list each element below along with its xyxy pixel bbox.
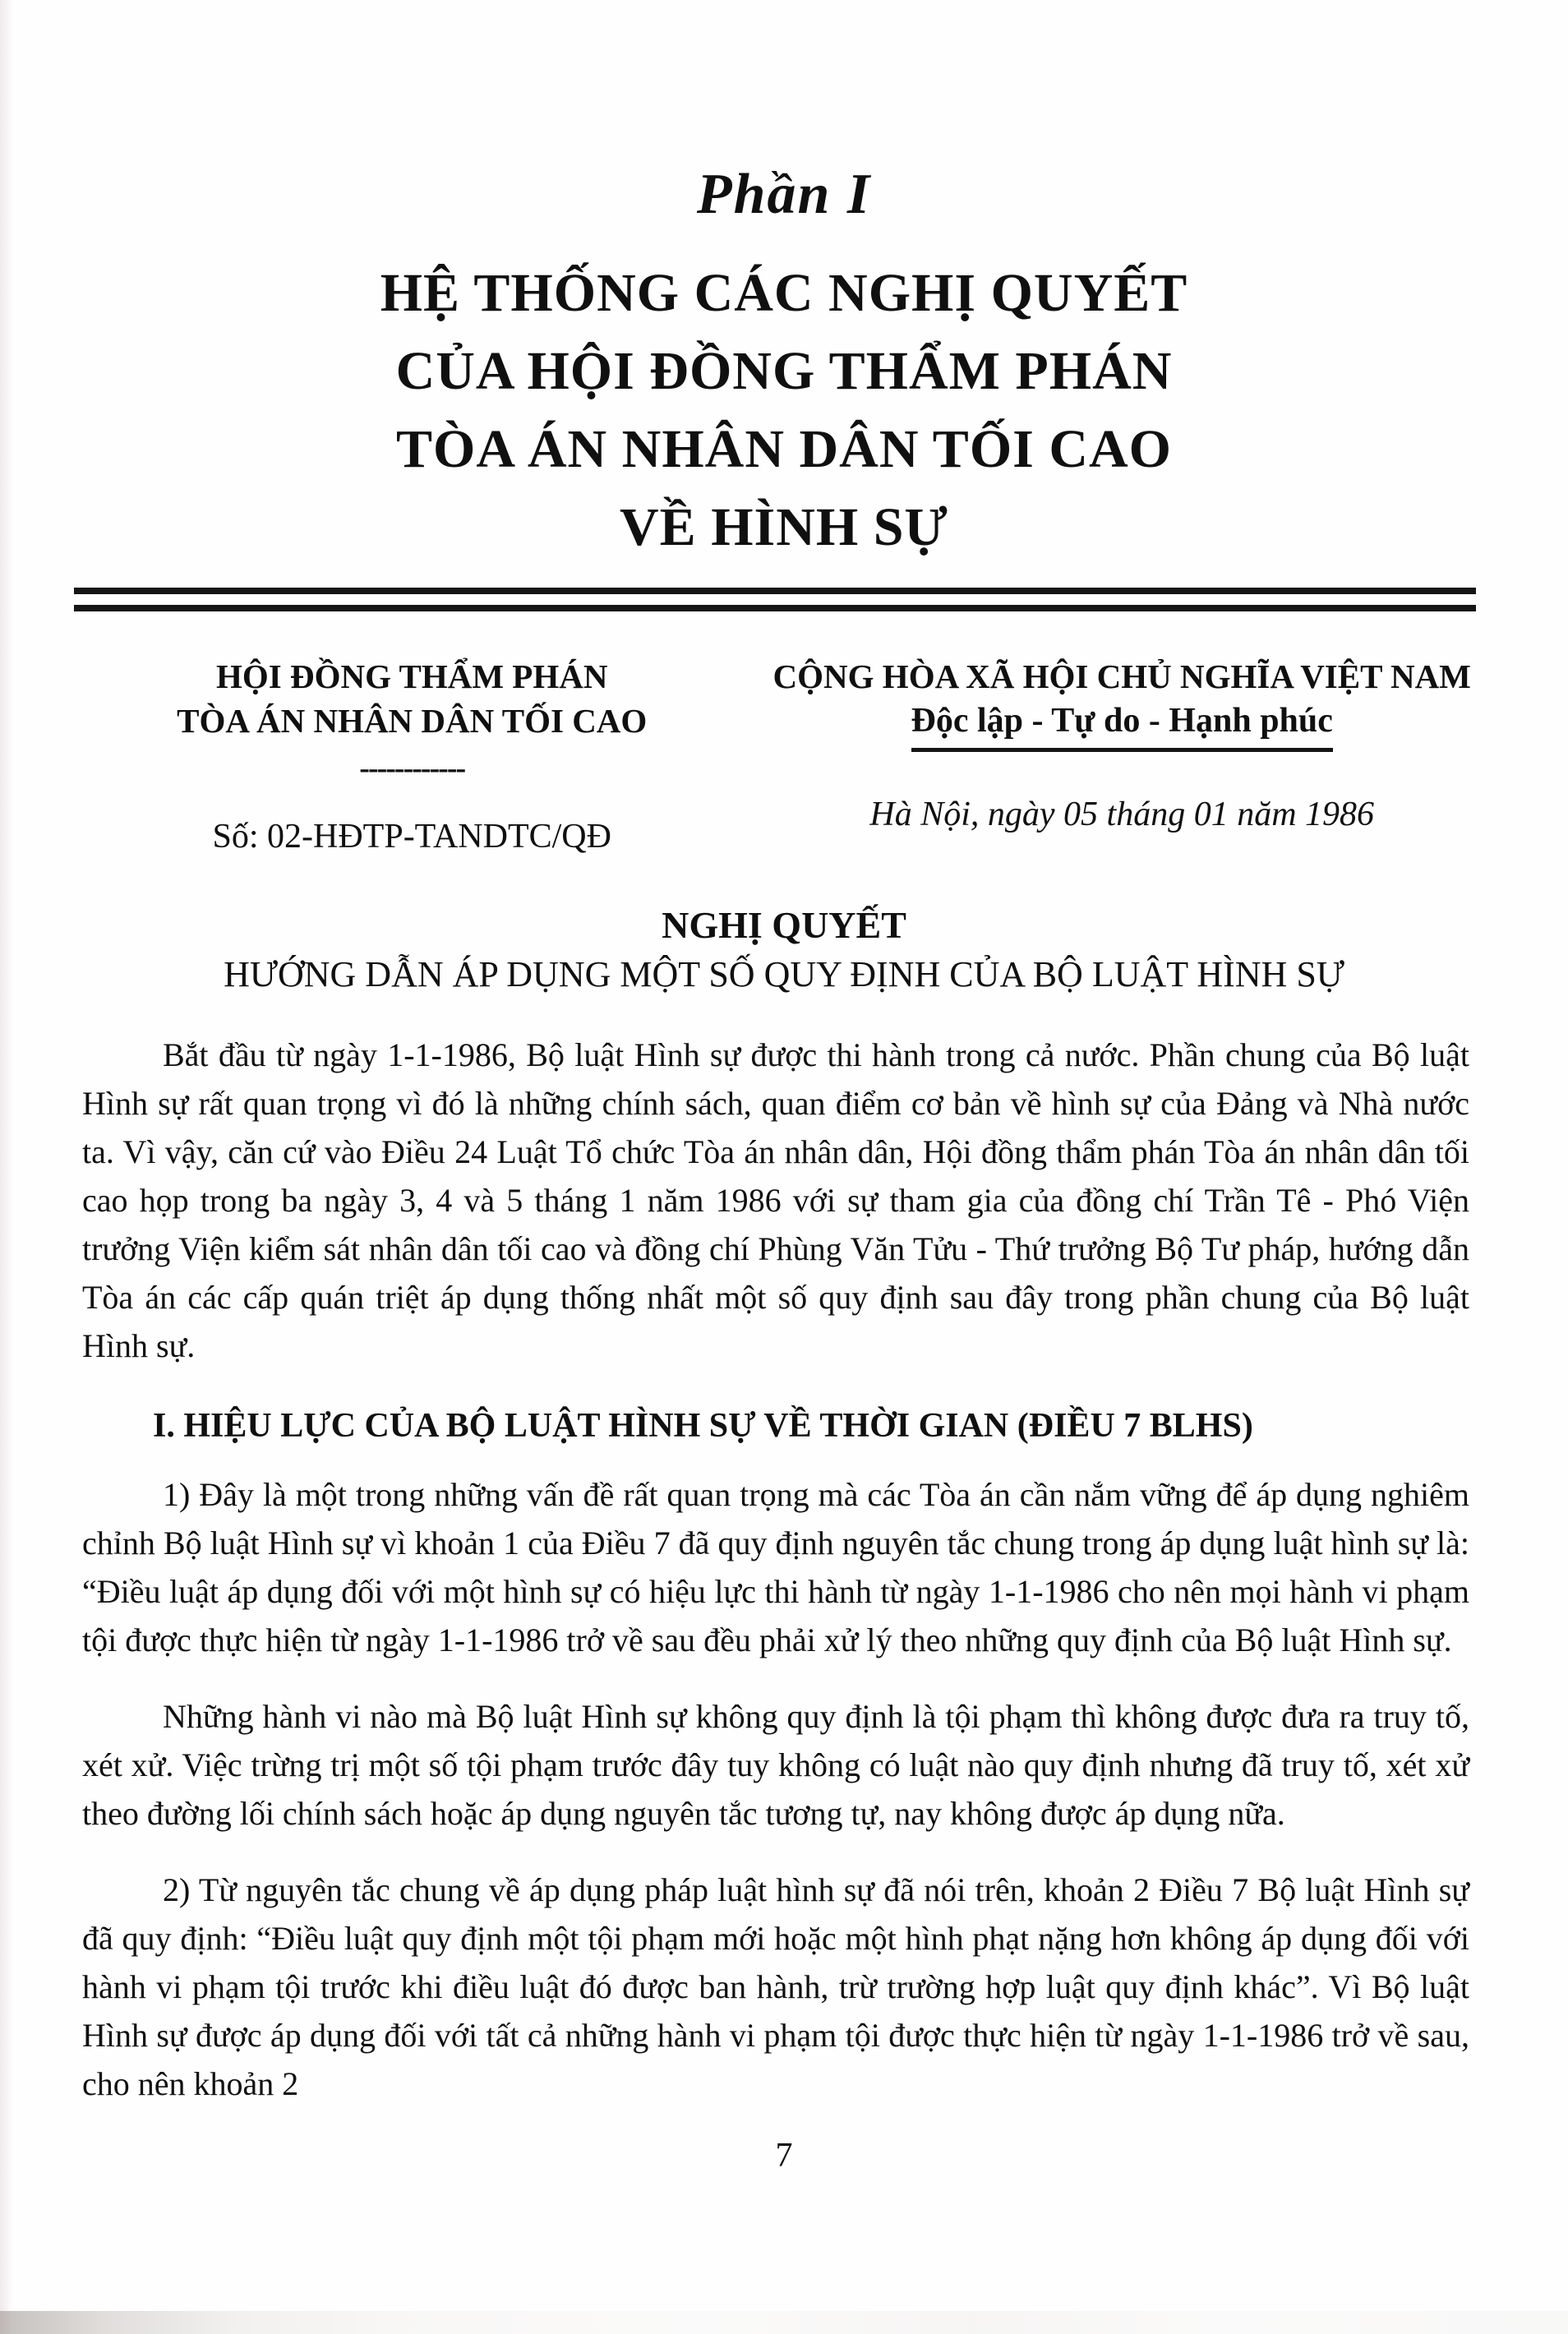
- letterhead: [74, 654, 1543, 856]
- section-1-paragraph-1: 1) Đây là một trong những vấn đề rất quan trọng mà các Tòa án cần nắm vững để áp dụng nghiêm chỉnh Bộ luật Hình sự vì khoản 1 của Điều 7 đã quy định nguyên tắc chung trong áp dụng luật hình sự là: “Điều luật áp dụng đối với một hình sự có hiệu lực thi hành từ ngày 1-1-1986 cho nên mọi hành vi phạm tội được thực hiện từ ngày 1-1-1986 trở về sau đều phải xử lý theo những quy định của Bộ luật Hình sự.: [82, 1476, 1469, 1658]
- section-1-paragraph-3: 2) Từ nguyên tắc chung về áp dụng pháp luật hình sự đã nói trên, khoản 2 Điều 7 Bộ luật Hình sự đã quy định: “Điều luật quy định một tội phạm mới hoặc một hình phạt nặng hơn không áp dụng đối với hành vi phạm tội trước khi điều luật đó được ban hành, trừ trường hợp luật quy định khác”. Vì Bộ luật Hình sự được áp dụng đối với tất cả những hành vi phạm tội được thực hiện từ ngày 1-1-1986 trở về sau, cho nên khoản 2: [82, 1871, 1469, 2102]
- document-main-title: [0, 254, 1568, 566]
- issuer-dashed-divider: ------------: [359, 751, 465, 786]
- scan-artifact-bottom: [0, 2311, 1568, 2334]
- issuer-name-line-2: TÒA ÁN NHÂN DÂN TỐI CAO: [177, 702, 648, 740]
- document-number: Số: 02-HĐTP-TANDTC/QĐ: [212, 818, 611, 856]
- page-number: 7: [775, 2137, 793, 2175]
- letterhead-national-block: [749, 654, 1543, 856]
- document-type-heading: NGHỊ QUYẾT: [662, 904, 906, 946]
- national-motto-country: CỘNG HÒA XÃ HỘI CHỦ NGHĨA VIỆT NAM: [772, 657, 1471, 695]
- title-line-4: VỀ HÌNH SỰ: [620, 497, 948, 557]
- section-1-heading: I. HIỆU LỰC CỦA BỘ LUẬT HÌNH SỰ VỀ THỜI GIAN (ĐIỀU 7 BLHS): [153, 1407, 1253, 1445]
- issuer-name-line-1: HỘI ĐỒNG THẨM PHÁN: [216, 657, 608, 695]
- title-line-2: CỦA HỘI ĐỒNG THẨM PHÁN: [395, 341, 1173, 401]
- double-rule-divider: [74, 588, 1476, 611]
- place-and-date: Hà Nội, ngày 05 tháng 01 năm 1986: [869, 796, 1375, 833]
- intro-paragraph: Bắt đầu từ ngày 1-1-1986, Bộ luật Hình sự được thi hành trong cả nước. Phần chung của Bộ luật Hình sự rất quan trọng vì đó là những chính sách, quan điểm cơ bản về hình sự của Đảng và Nhà nước ta. Vì vậy, căn cứ vào Điều 24 Luật Tổ chức Tòa án nhân dân, Hội đồng thẩm phán Tòa án nhân dân tối cao họp trong ba ngày 3, 4 và 5 tháng 1 năm 1986 với sự tham gia của đồng chí Trần Tê - Phó Viện trưởng Viện kiểm sát nhân dân tối cao và đồng chí Phùng Văn Tửu - Thứ trưởng Bộ Tư pháp, hướng dẫn Tòa án các cấp quán triệt áp dụng thống nhất một số quy định sau đây trong phần chung của Bộ luật Hình sự.: [82, 1036, 1469, 1364]
- part-label: Phần I: [696, 163, 872, 226]
- section-1-paragraph-2: Những hành vi nào mà Bộ luật Hình sự không quy định là tội phạm thì không được đưa ra truy tố, xét xử. Việc trừng trị một số tội phạm trước đây tuy không có luật nào quy định nhưng đã truy tố, xét xử theo đường lối chính sách hoặc áp dụng nguyên tắc tương tự, nay không được áp dụng nữa.: [82, 1698, 1469, 1832]
- national-motto-slogan: Độc lập - Tự do - Hạnh phúc: [911, 700, 1333, 752]
- letterhead-issuer-block: [74, 654, 749, 856]
- document-subtitle: HƯỚNG DẪN ÁP DỤNG MỘT SỐ QUY ĐỊNH CỦA BỘ LUẬT HÌNH SỰ: [224, 954, 1344, 994]
- title-line-1: HỆ THỐNG CÁC NGHỊ QUYẾT: [380, 263, 1188, 323]
- title-line-3: TÒA ÁN NHÂN DÂN TỐI CAO: [395, 419, 1173, 479]
